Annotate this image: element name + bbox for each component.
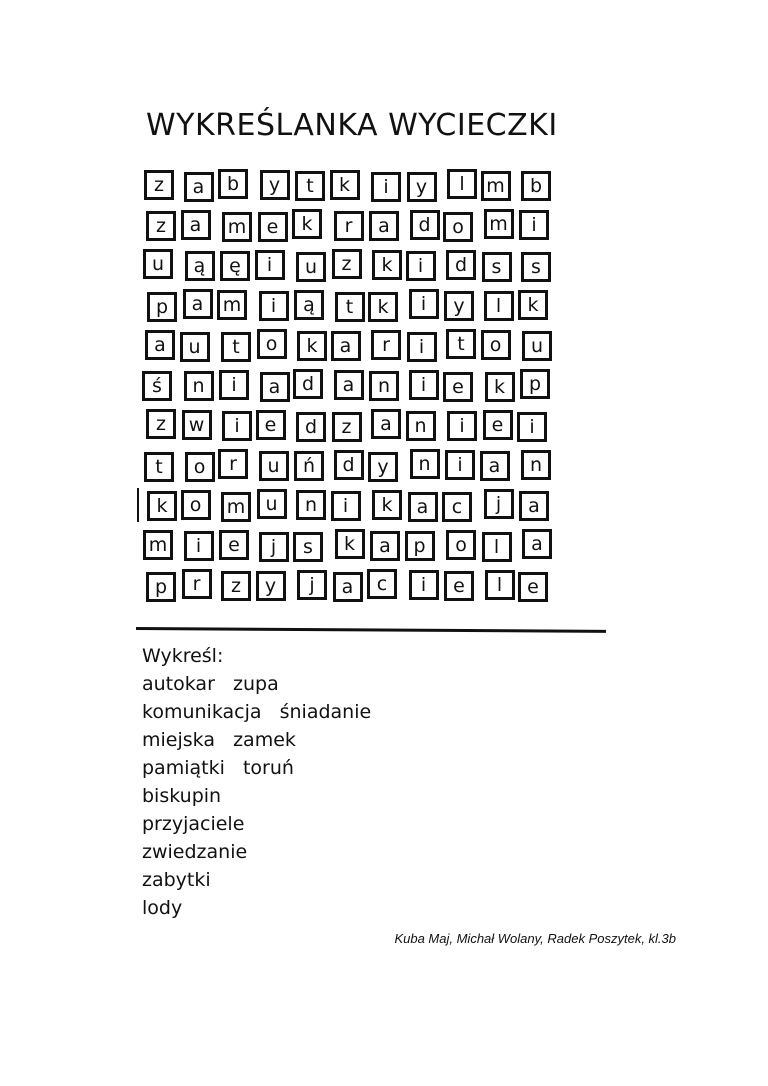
divider-line [136, 627, 606, 633]
grid-cell: o [185, 452, 215, 482]
grid-cell: m [222, 212, 252, 242]
grid-row [144, 410, 564, 450]
grid-cell: p [405, 531, 435, 561]
grid-cell: z [146, 409, 176, 439]
grid-cell: o [181, 490, 211, 520]
grid-cell: a [369, 211, 399, 241]
grid-cell: a [331, 331, 361, 361]
grid-cell: i [371, 172, 401, 202]
grid-cell: i [331, 491, 361, 521]
grid-cell: z [144, 170, 174, 200]
grid-cell: r [334, 211, 364, 241]
grid-cell: p [520, 369, 550, 399]
grid-cell: y [407, 172, 437, 202]
margin-mark [137, 488, 139, 522]
grid-cell: k [335, 529, 365, 559]
word-list-heading: Wykreśl: [142, 645, 224, 667]
grid-cell: n [296, 490, 326, 520]
grid-cell: ę [220, 251, 250, 281]
grid-cell: k [330, 170, 360, 200]
page-title: WYKREŚLANKA WYCIECZKI [146, 108, 558, 143]
grid-cell: k [485, 372, 515, 402]
grid-row [144, 170, 564, 210]
grid-cell: a [181, 210, 211, 240]
grid-cell: n [369, 371, 399, 401]
grid-cell: t [144, 452, 174, 482]
grid-cell: o [257, 329, 287, 359]
grid-cell: p [147, 292, 177, 322]
word-list-line: autokar zupa [142, 673, 279, 695]
grid-cell: o [481, 330, 511, 360]
grid-cell: b [521, 171, 551, 201]
grid-cell: a [480, 451, 510, 481]
grid-cell: i [255, 250, 285, 280]
grid-cell: i [519, 210, 549, 240]
grid-row [144, 490, 564, 530]
grid-cell: y [368, 452, 398, 482]
grid-row [144, 530, 564, 570]
grid-cell: m [221, 492, 251, 522]
grid-cell: n [410, 449, 440, 479]
grid-cell: a [519, 491, 549, 521]
grid-cell: t [295, 171, 325, 201]
grid-cell: a [408, 492, 438, 522]
grid-row [144, 570, 564, 610]
grid-cell: d [293, 369, 323, 399]
grid-cell: k [372, 250, 402, 280]
grid-cell: r [371, 330, 401, 360]
grid-row [144, 250, 564, 290]
word-list-line: miejska zamek [142, 729, 296, 751]
grid-row [144, 330, 564, 370]
grid-cell: o [446, 530, 476, 560]
grid-cell: a [371, 409, 401, 439]
grid-cell: k [518, 290, 548, 320]
grid-cell: t [221, 332, 251, 362]
grid-cell: ś [142, 371, 172, 401]
grid-cell: a [184, 172, 214, 202]
grid-cell: e [258, 212, 288, 242]
grid-cell: k [368, 292, 398, 322]
grid-cell: l [482, 532, 512, 562]
grid-cell: i [222, 411, 252, 441]
grid-cell: n [521, 450, 551, 480]
grid-cell: z [221, 571, 251, 601]
grid-cell: l [485, 570, 515, 600]
grid-cell: s [482, 252, 512, 282]
grid-cell: z [332, 412, 362, 442]
grid-cell: a [145, 330, 175, 360]
grid-cell: e [443, 372, 473, 402]
grid-cell: i [407, 332, 437, 362]
grid-cell: o [443, 212, 473, 242]
grid-cell: l [447, 169, 477, 199]
grid-cell: ń [294, 451, 324, 481]
grid-cell: m [217, 290, 247, 320]
grid-cell: y [444, 291, 474, 321]
grid-cell: c [367, 569, 397, 599]
grid-cell: i [409, 570, 439, 600]
grid-cell: l [484, 291, 514, 321]
grid-cell: e [444, 571, 474, 601]
word-list-line: przyjaciele [142, 813, 245, 835]
grid-cell: i [445, 450, 475, 480]
grid-cell: i [409, 289, 439, 319]
grid-cell: a [370, 531, 400, 561]
grid-cell: i [184, 531, 214, 561]
grid-cell: k [297, 331, 327, 361]
grid-cell: m [143, 530, 173, 560]
grid-row [144, 450, 564, 490]
grid-cell: m [484, 209, 514, 239]
grid-cell: j [297, 570, 327, 600]
grid-cell: a [260, 372, 290, 402]
grid-cell: z [332, 249, 362, 279]
grid-cell: j [484, 489, 514, 519]
grid-row [144, 210, 564, 250]
grid-cell: t [446, 329, 476, 359]
word-list-line: lody [142, 897, 183, 919]
word-list-line: zwiedzanie [142, 841, 248, 863]
grid-cell: ą [294, 290, 324, 320]
grid-cell: e [256, 410, 286, 440]
grid-cell: s [293, 532, 323, 562]
grid-cell: z [146, 211, 176, 241]
grid-row [144, 290, 564, 330]
grid-cell: e [483, 410, 513, 440]
grid-cell: k [292, 209, 322, 239]
grid-cell: e [219, 530, 249, 560]
grid-cell: d [410, 210, 440, 240]
word-list [142, 642, 371, 922]
grid-cell: u [259, 451, 289, 481]
grid-cell: s [521, 252, 551, 282]
grid-cell: r [182, 569, 212, 599]
grid-cell: r [218, 449, 248, 479]
grid-cell: d [446, 250, 476, 280]
grid-cell: u [296, 252, 326, 282]
grid-cell: i [409, 370, 439, 400]
word-search-grid [144, 170, 564, 610]
grid-cell: a [333, 572, 363, 602]
grid-cell: i [447, 411, 477, 441]
grid-cell: i [259, 291, 289, 321]
grid-cell: y [260, 170, 290, 200]
word-list-line: komunikacja śniadanie [142, 701, 372, 723]
grid-cell: t [335, 292, 365, 322]
grid-cell: u [143, 249, 173, 279]
grid-cell: n [184, 371, 214, 401]
grid-cell: i [219, 370, 249, 400]
grid-cell: u [180, 332, 210, 362]
grid-cell: u [522, 331, 552, 361]
grid-cell: p [146, 572, 176, 602]
grid-cell: w [182, 410, 212, 440]
grid-cell: i [406, 251, 436, 281]
word-list-line: zabytki [142, 869, 211, 891]
grid-cell: n [406, 411, 436, 441]
grid-cell: a [522, 529, 552, 559]
grid-cell: m [481, 171, 511, 201]
grid-cell: u [257, 489, 287, 519]
grid-cell: k [372, 490, 402, 520]
grid-cell: e [518, 572, 548, 602]
word-list-line: pamiątki toruń [142, 757, 294, 779]
grid-cell: a [183, 289, 213, 319]
grid-cell: d [334, 450, 364, 480]
grid-cell: b [218, 169, 248, 199]
grid-cell: j [259, 532, 289, 562]
grid-row [144, 370, 564, 410]
grid-cell: i [517, 412, 547, 442]
credits-text: Kuba Maj, Michał Wolany, Radek Poszytek, kl.3b [394, 931, 676, 946]
grid-cell: a [334, 370, 364, 400]
grid-cell: y [256, 571, 286, 601]
grid-cell: k [147, 491, 177, 521]
word-list-line: biskupin [142, 785, 222, 807]
grid-cell: c [442, 492, 472, 522]
grid-cell: d [296, 412, 326, 442]
grid-cell: ą [185, 251, 215, 281]
